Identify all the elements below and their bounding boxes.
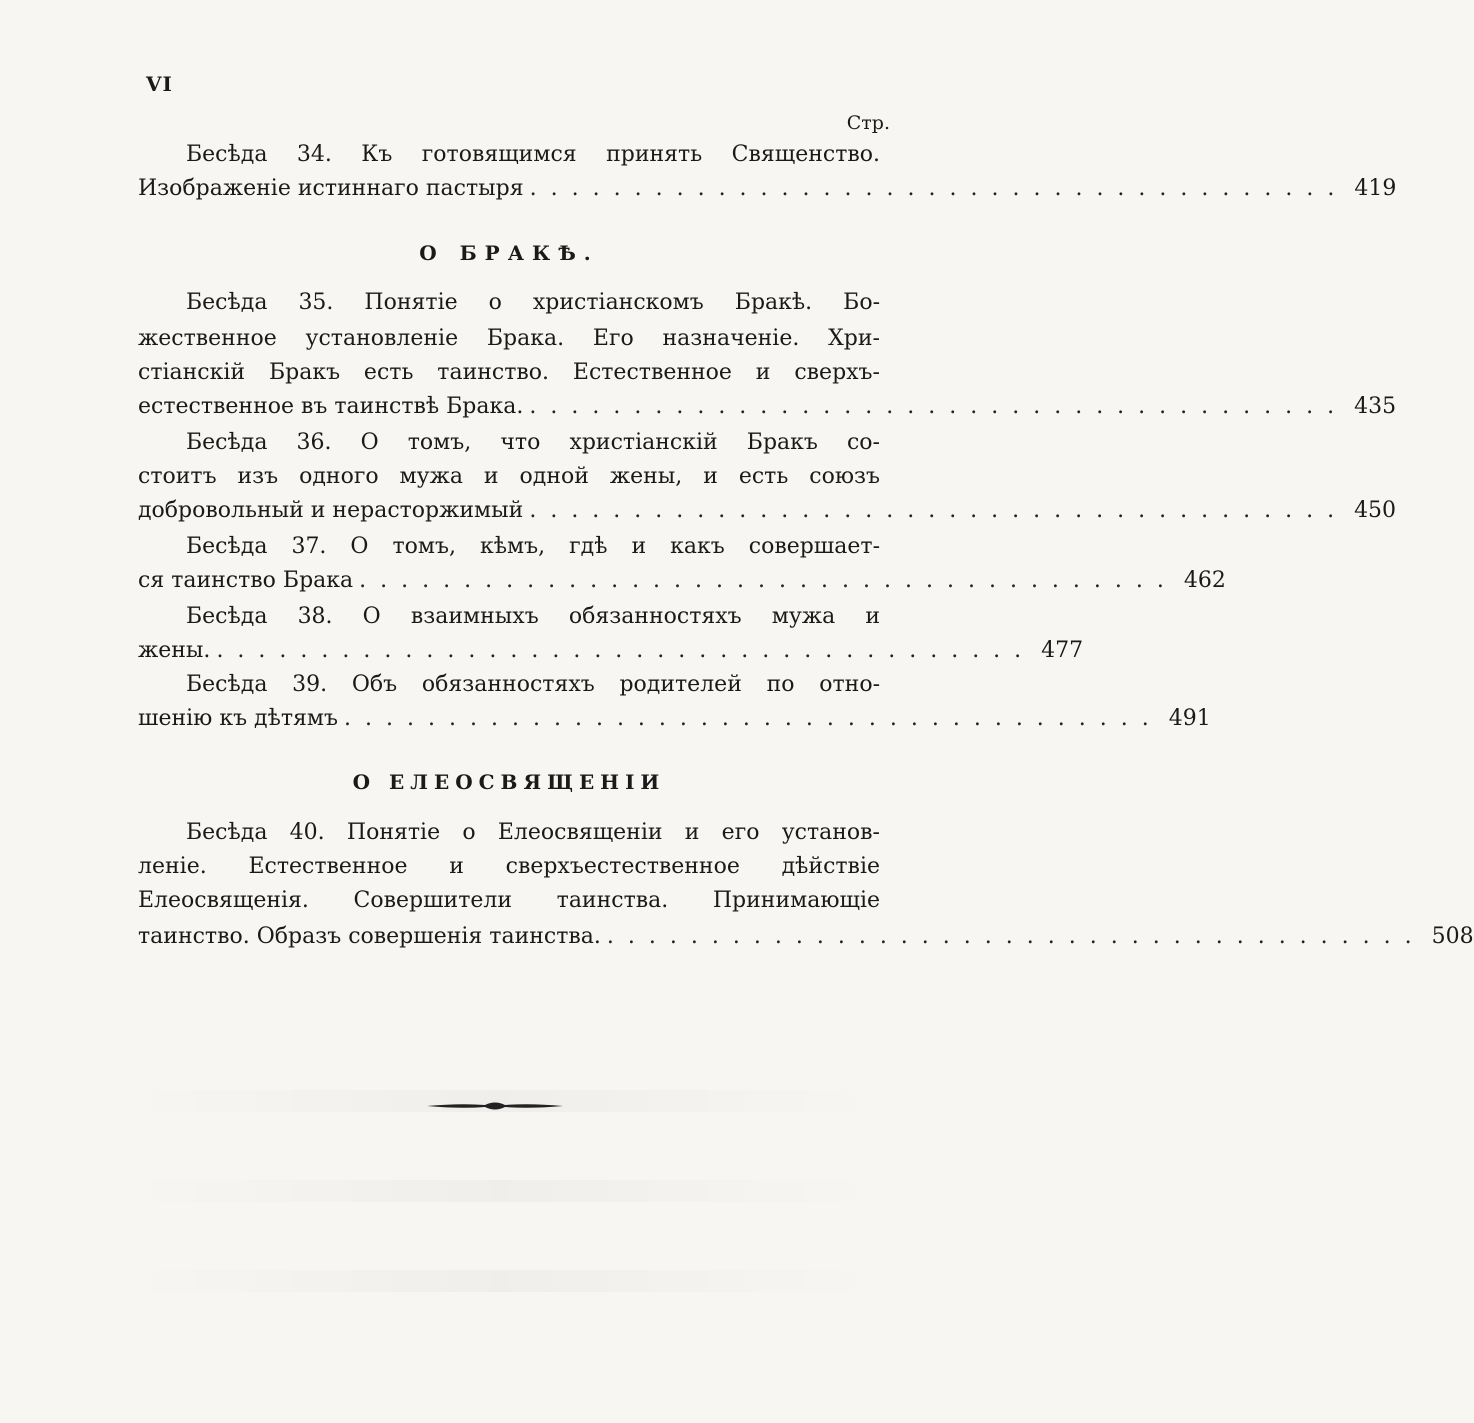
- entry-last-line: [138, 636, 1084, 666]
- entry-last-line: [138, 392, 1397, 422]
- entry-first-line: Бесѣда 37. О томъ, кѣмъ, гдѣ и какъ совершает-: [186, 534, 880, 559]
- entry-first-line: Бесѣда 38. О взаимныхъ обязанностяхъ мужа и: [186, 604, 880, 629]
- entry-first-line: Бесѣда 34. Къ готовящимся принять Священство.: [186, 142, 880, 167]
- entry-text: добровольный и нерасторжимый: [138, 498, 524, 523]
- section-heading-unction: О ЕЛЕОСВЯЩЕНІИ: [352, 770, 666, 794]
- leader-dots: .......................................: [216, 638, 1036, 663]
- entry-page: 435: [1354, 394, 1397, 419]
- leader-dots: .......................................: [529, 394, 1349, 419]
- entry-page: 450: [1354, 498, 1397, 523]
- entry-text: ся таинство Брака: [138, 568, 354, 593]
- page-number: VI: [146, 72, 173, 96]
- entry-first-line: Бесѣда 40. Понятіе о Елеосвященіи и его установ-: [186, 820, 880, 845]
- entry-text: шенію къ дѣтямъ: [138, 706, 339, 731]
- leader-dots: .......................................: [606, 924, 1426, 949]
- entry-middle-line: стоитъ изъ одного мужа и одной жены, и есть союзъ: [138, 464, 880, 489]
- entry-first-line: Бесѣда 35. Понятіе о христіанскомъ Бракѣ. Бо-: [186, 290, 880, 315]
- entry-page: 462: [1183, 568, 1226, 593]
- entry-last-line: [138, 496, 1397, 526]
- leader-dots: .......................................: [529, 176, 1349, 201]
- entry-last-line: [138, 704, 1211, 734]
- entry-middle-line: леніе. Естественное и сверхъестественное дѣйствіе: [138, 854, 880, 879]
- ornament-divider: [425, 1098, 565, 1114]
- entry-text: жены.: [138, 638, 211, 663]
- leader-dots: .......................................: [529, 498, 1349, 523]
- entry-text: естественное въ таинствѣ Брака.: [138, 394, 524, 419]
- entry-middle-line: Елеосвященія. Совершители таинства. Принимающіе: [138, 888, 880, 913]
- entry-middle-line: жественное установленіе Брака. Его назначеніе. Хри-: [138, 326, 880, 351]
- column-header: Стр.: [846, 112, 890, 134]
- entry-text: Изображеніе истиннаго пастыря: [138, 176, 524, 201]
- entry-first-line: Бесѣда 39. Объ обязанностяхъ родителей по отно-: [186, 672, 880, 697]
- entry-last-line: [138, 174, 1397, 204]
- entry-middle-line: стіанскій Бракъ есть таинство. Естественное и сверхъ-: [138, 360, 880, 385]
- entry-last-line: [138, 922, 1474, 952]
- leader-dots: .......................................: [359, 568, 1178, 593]
- entry-page: 477: [1041, 638, 1084, 663]
- section-heading-marriage: О БРАКѢ.: [419, 241, 599, 265]
- leader-dots: .......................................: [344, 706, 1163, 731]
- entry-last-line: [138, 566, 1226, 596]
- entry-page: 419: [1354, 176, 1397, 201]
- entry-page: 508: [1431, 924, 1474, 949]
- entry-page: 491: [1168, 706, 1211, 731]
- entry-text: таинство. Образъ совершенія таинства.: [138, 924, 601, 949]
- entry-first-line: Бесѣда 36. О томъ, что христіанскій Бракъ со-: [186, 430, 880, 455]
